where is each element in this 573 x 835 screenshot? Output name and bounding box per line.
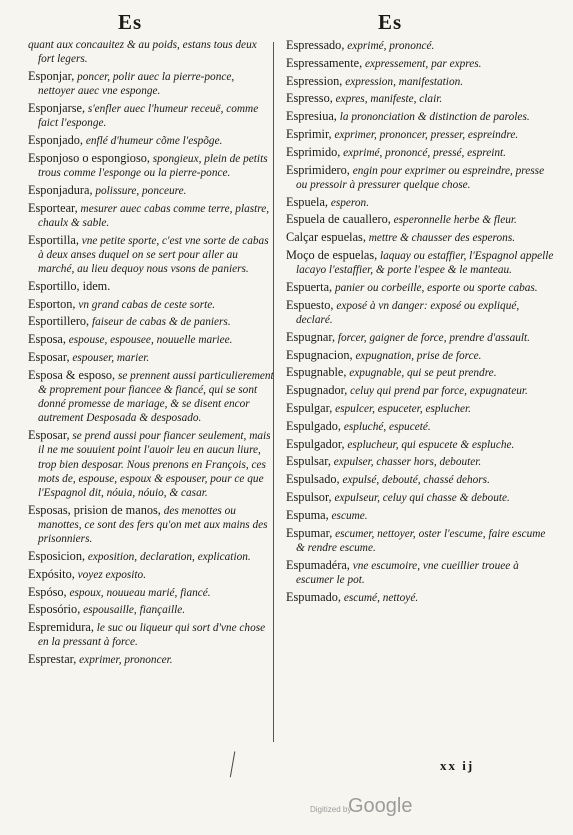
dictionary-entry	[28, 503, 274, 547]
entry-headword: Esportillo, idem.	[28, 278, 111, 293]
entry-headword: Espulgado,	[286, 418, 341, 433]
entry-gloss: escumé, nettoyé.	[343, 591, 419, 604]
entry-headword: Espugnador,	[286, 383, 348, 398]
entry-gloss: la prononciation & distinction de paroles.	[339, 111, 530, 124]
entry-headword: Espuma,	[286, 507, 329, 522]
dictionary-entry	[286, 437, 554, 452]
dictionary-entry	[286, 280, 554, 295]
dictionary-entry	[28, 38, 274, 66]
entry-gloss: panier ou corbeille, esporte ou sporte cabas.	[334, 281, 538, 294]
watermark-prefix: Digitized by	[310, 805, 352, 814]
dictionary-entry	[286, 330, 554, 345]
entry-gloss: vne petite sporte, c'est vne sorte de cabas à deux anses duquel on se sert pour aller au marché, au lieu dequoy nous vsons de paniers.	[38, 234, 269, 275]
dictionary-entry	[286, 454, 554, 469]
dictionary-entry	[286, 508, 554, 523]
dictionary-entry	[28, 602, 274, 617]
dictionary-entry	[28, 101, 274, 130]
dictionary-entry	[286, 348, 554, 363]
entry-headword: Espremidura,	[28, 620, 94, 635]
dictionary-entry	[28, 350, 274, 365]
entry-gloss: expulser, chasser hors, debouter.	[333, 456, 482, 469]
entry-headword: Espóso,	[28, 584, 67, 599]
entry-headword: Esportillero,	[28, 314, 90, 329]
entry-gloss: expulsé, debouté, chassé dehors.	[342, 474, 490, 487]
entry-gloss: esperon.	[330, 196, 370, 209]
entry-headword: Espressado,	[286, 38, 345, 52]
entry-headword: Espulgar,	[286, 400, 333, 415]
entry-headword: Espulgador,	[286, 436, 345, 451]
entry-gloss: escume.	[331, 509, 368, 522]
entry-gloss: esplucheur, qui espucete & espluche.	[347, 438, 515, 451]
dictionary-entry	[28, 314, 274, 329]
entry-headword: Esportilla,	[28, 232, 79, 247]
column-divider	[273, 42, 274, 742]
entry-gloss: se prennent aussi particulierement & proprement pour fiancee & fiancé, qui se sont donné promesse de mariage, & se disent encor autrement Desposada & desposado.	[38, 369, 274, 425]
entry-gloss: mettre & chausser des esperons.	[368, 232, 516, 245]
entry-gloss: le suc ou liqueur qui sort d'vne chose en la pressant à force.	[38, 622, 266, 649]
entry-headword: Esponjado,	[28, 133, 83, 147]
entry-headword: Esposicion,	[28, 549, 86, 563]
dictionary-entry	[286, 419, 554, 434]
entry-headword: Espuela,	[286, 194, 329, 209]
dictionary-entry	[28, 233, 274, 277]
entry-headword: Espuesto,	[286, 297, 334, 312]
entry-headword: Espulsado,	[286, 472, 340, 487]
dictionary-entry	[28, 297, 274, 312]
entry-headword: Espumado,	[286, 589, 341, 604]
entry-headword: Esprestar,	[28, 652, 77, 667]
entry-gloss: espoux, nouueau marié, fiancé.	[69, 586, 211, 599]
dictionary-entry	[286, 365, 554, 380]
right-column	[286, 38, 554, 607]
dictionary-entry	[28, 549, 274, 564]
watermark-logo: Google	[348, 795, 413, 817]
entry-gloss: exposé à vn danger: exposé ou expliqué, declaré.	[296, 299, 520, 326]
dictionary-entry	[28, 332, 274, 347]
entry-headword: Espugnable,	[286, 365, 347, 380]
dictionary-entry	[286, 590, 554, 605]
entry-headword: Espresso,	[286, 91, 333, 106]
entry-headword: Esponjarse,	[28, 101, 86, 115]
digitized-watermark	[310, 795, 440, 819]
entry-gloss: exprimer, prononcer, presser, espreindre.	[334, 128, 519, 141]
dictionary-entry	[286, 91, 554, 106]
entry-gloss: des menottes ou manottes, ce sont des fers qu'on met aux mains des prisonniers.	[38, 504, 268, 546]
dictionary-entry	[28, 279, 274, 294]
entry-headword: Moço de espuelas,	[286, 247, 378, 262]
entry-gloss: vn grand cabas de ceste sorte.	[78, 298, 216, 311]
entry-headword: Esposas, prision de manos,	[28, 502, 161, 517]
dictionary-entry	[286, 383, 554, 398]
entry-headword: Espugnar,	[286, 329, 336, 344]
entry-headword: Esposório,	[28, 602, 81, 617]
entry-gloss: faiseur de cabas & de paniers.	[91, 316, 231, 329]
dictionary-entry	[286, 127, 554, 142]
entry-gloss: laquay ou estaffier, l'Espagnol appelle lacayo l'estaffier, & porte l'espee & le manteau.	[296, 249, 554, 277]
dictionary-entry	[286, 401, 554, 416]
entry-headword: Espressamente,	[286, 55, 363, 70]
dictionary-entry	[28, 133, 274, 148]
dictionary-entry	[28, 585, 274, 600]
entry-gloss: expression, manifestation.	[345, 75, 464, 88]
dictionary-entry	[28, 151, 274, 180]
entry-gloss: espulcer, espuceter, esplucher.	[335, 402, 471, 415]
dictionary-entry	[286, 298, 554, 327]
dictionary-entry	[286, 195, 554, 210]
entry-headword: Espumar,	[286, 525, 333, 540]
running-header	[0, 10, 573, 36]
entry-gloss: expugnation, prise de force.	[355, 349, 482, 362]
dictionary-entry	[286, 38, 554, 53]
entry-gloss: vne escumoire, vne cueillier trouee à escumer le pot.	[296, 559, 519, 586]
header-right: Es	[378, 10, 403, 34]
signature-mark: xx ij	[440, 758, 475, 773]
entry-gloss: se prend aussi pour fiancer seulement, mais il ne me souuient point l'auoir leu en aucun liure, trop bien desposar. Nous prenons en François, ces mots de, espouse, espoux & espouser, pour ce que l'Espagnol dit, nóuia, nóuio, & casar.	[38, 430, 271, 499]
dictionary-entry	[286, 56, 554, 71]
entry-headword: Esprimido,	[286, 144, 341, 159]
dictionary-entry	[286, 490, 554, 505]
dictionary-entry	[286, 74, 554, 89]
dictionary-entry	[28, 201, 274, 230]
entry-gloss: exprimer, prononcer.	[79, 654, 173, 667]
entry-headword: Esposar,	[28, 428, 70, 443]
dictionary-entry	[286, 526, 554, 555]
entry-gloss: exprimé, prononcé, pressé, espreint.	[343, 146, 506, 159]
entry-headword: Espresiua,	[286, 109, 337, 124]
dictionary-entry	[28, 183, 274, 198]
entry-gloss: polissure, ponceure.	[95, 184, 187, 197]
entry-headword: Esponjar,	[28, 69, 75, 83]
entry-headword: Esposa,	[28, 332, 66, 347]
entry-headword: Esponjoso o espongioso,	[28, 150, 150, 165]
dictionary-entry	[286, 248, 554, 277]
dictionary-entry	[28, 567, 274, 582]
pen-mark	[230, 751, 243, 778]
dictionary-entry	[286, 472, 554, 487]
entry-headword: Esprimir,	[286, 126, 332, 141]
entry-gloss: exprimé, prononcé.	[347, 40, 435, 52]
entry-gloss: esperonnelle herbe & fleur.	[393, 214, 517, 227]
entry-gloss: spongieux, plein de petits trous comme l'esponge ou la pierre-ponce.	[38, 152, 268, 179]
entry-headword: Espuela de cauallero,	[286, 212, 391, 227]
entry-headword: Espression,	[286, 73, 343, 88]
dictionary-entry	[28, 620, 274, 649]
entry-gloss: expulseur, celuy qui chasse & deboute.	[334, 491, 510, 504]
entry-gloss: espousaille, fiançaille.	[83, 604, 186, 617]
header-left: Es	[118, 10, 143, 34]
entry-gloss: expressement, par expres.	[364, 57, 482, 70]
entry-gloss: expugnable, qui se peut prendre.	[349, 367, 497, 380]
entry-gloss: celuy qui prend par force, expugnateur.	[350, 385, 528, 398]
entry-headword: Espulsor,	[286, 489, 332, 504]
entry-gloss: s'enfler auec l'humeur receuë, comme faict l'esponge.	[38, 103, 259, 130]
entry-gloss: espluché, espuceté.	[343, 420, 431, 433]
entry-headword: Esposar,	[28, 349, 70, 364]
entry-headword: Calçar espuelas,	[286, 230, 366, 245]
dictionary-entry	[28, 368, 274, 426]
entry-headword: Expósito,	[28, 566, 75, 581]
dictionary-entry	[286, 230, 554, 245]
entry-headword: Esprimidero,	[286, 162, 350, 177]
entry-gloss: forcer, gaigner de force, prendre d'assault.	[337, 331, 530, 344]
entry-gloss: espouse, espousee, nouuelle mariee.	[68, 334, 233, 347]
entry-headword: Espulsar,	[286, 454, 331, 469]
dictionary-entry	[28, 69, 274, 98]
entry-gloss: expres, manifeste, clair.	[335, 93, 443, 106]
entry-gloss: quant aux concauitez & au poids, estans tous deux fort legers.	[28, 39, 257, 66]
entry-gloss: espouser, marier.	[72, 351, 150, 364]
dictionary-entry	[28, 652, 274, 667]
entry-gloss: poncer, polir auec la pierre-ponce, nettoyer auec vne esponge.	[38, 71, 235, 98]
entry-headword: Esponjadura,	[28, 182, 93, 197]
dictionary-entry	[286, 558, 554, 587]
entry-gloss: exposition, declaration, explication.	[87, 551, 251, 563]
entry-headword: Esporton,	[28, 296, 76, 311]
entry-headword: Esportear,	[28, 200, 78, 215]
dictionary-entry	[286, 109, 554, 124]
dictionary-entry	[286, 163, 554, 192]
entry-headword: Espumadéra,	[286, 557, 350, 572]
entry-headword: Espugnacion,	[286, 347, 353, 362]
entry-gloss: escumer, nettoyer, oster l'escume, faire escume & rendre escume.	[296, 527, 546, 554]
dictionary-entry	[286, 145, 554, 160]
entry-gloss: voyez exposito.	[77, 568, 147, 581]
entry-gloss: engin pour exprimer ou espreindre, presse ou pressoir à pressurer quelque chose.	[296, 164, 545, 191]
dictionary-entry	[28, 428, 274, 500]
entry-gloss: enflé d'humeur cõme l'espõge.	[85, 135, 223, 147]
dictionary-entry	[286, 212, 554, 227]
entry-headword: Espuerta,	[286, 279, 333, 294]
entry-headword: Esposa & esposo,	[28, 367, 116, 382]
left-column	[28, 38, 274, 670]
entry-gloss: mesurer auec cabas comme terre, plastre, chaulx & sable.	[38, 202, 270, 229]
